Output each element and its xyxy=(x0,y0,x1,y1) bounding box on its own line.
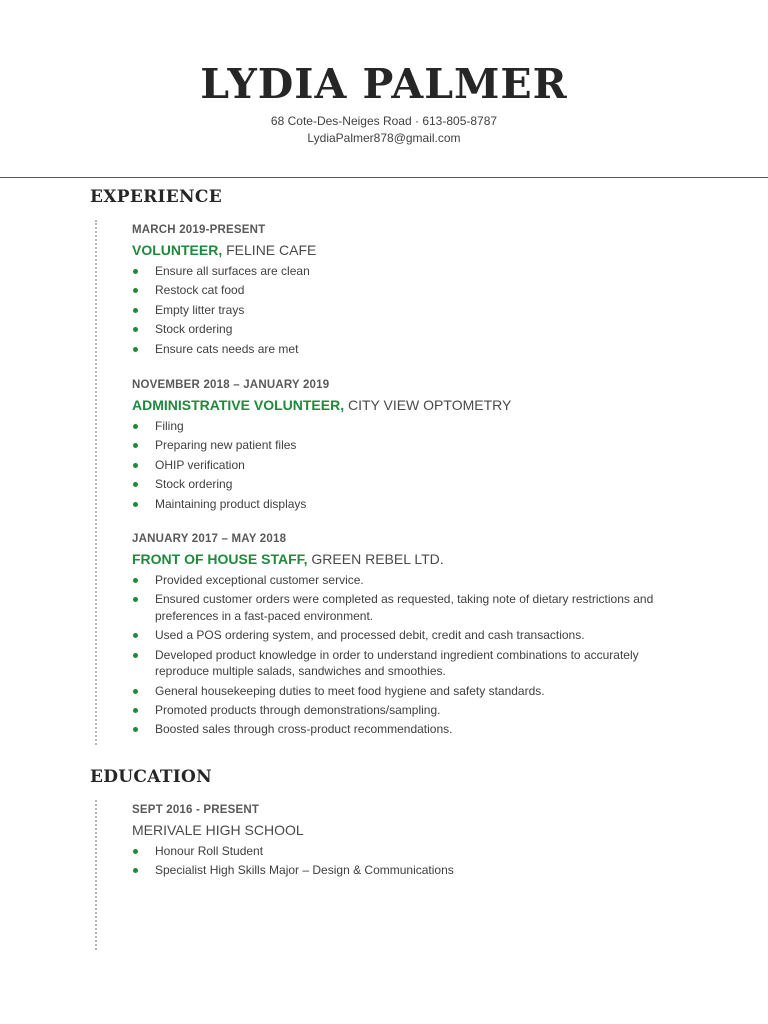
duty-item: Ensured customer orders were completed as requested, taking note of dietary restrictions and preferences in a fast-paced environment. xyxy=(132,591,692,624)
duty-item: OHIP verification xyxy=(132,457,692,474)
education-timeline xyxy=(95,800,97,950)
job-entry xyxy=(132,377,692,515)
education-dates: SEPT 2016 - PRESENT xyxy=(132,804,260,816)
job-duties xyxy=(132,418,692,512)
header-divider xyxy=(0,177,768,178)
education-achievements xyxy=(132,843,692,879)
school-name xyxy=(132,819,692,841)
duty-item: Developed product knowledge in order to understand ingredient combinations to accurately reproduce multiple salads, sandwiches and smoothies. xyxy=(132,647,692,680)
experience-heading: EXPERIENCE xyxy=(90,187,222,207)
contact-email: LydiaPalmer878@gmail.com xyxy=(307,131,461,145)
duty-item: Ensure all surfaces are clean xyxy=(132,263,692,280)
education-entry xyxy=(132,802,692,882)
education-heading: EDUCATION xyxy=(90,767,212,787)
job-dates: MARCH 2019-PRESENT xyxy=(132,224,266,236)
school-title: MERIVALE HIGH SCHOOL xyxy=(132,822,304,838)
duty-item: Empty litter trays xyxy=(132,302,692,319)
job-role xyxy=(132,548,692,570)
job-entry xyxy=(132,222,692,360)
job-entry xyxy=(132,531,692,741)
duty-item: Promoted products through demonstrations/sampling. xyxy=(132,702,692,719)
job-organization: FELINE CAFE xyxy=(222,242,317,258)
duty-item: Stock ordering xyxy=(132,476,692,493)
duty-item: Stock ordering xyxy=(132,321,692,338)
job-organization: CITY VIEW OPTOMETRY xyxy=(344,397,512,413)
job-organization: GREEN REBEL LTD. xyxy=(307,551,444,567)
achievement-item: Specialist High Skills Major – Design & Communications xyxy=(132,862,692,879)
duty-item: Restock cat food xyxy=(132,282,692,299)
contact-address-phone: 68 Cote-Des-Neiges Road · 613-805-8787 xyxy=(270,114,498,128)
experience-timeline xyxy=(95,220,97,745)
duty-item: Provided exceptional customer service. xyxy=(132,572,692,589)
job-role xyxy=(132,239,692,261)
job-dates: NOVEMBER 2018 – JANUARY 2019 xyxy=(132,379,330,391)
job-duties xyxy=(132,572,692,738)
duty-item: Preparing new patient files xyxy=(132,437,692,454)
duty-item: Filing xyxy=(132,418,692,435)
job-dates: JANUARY 2017 – MAY 2018 xyxy=(132,533,287,545)
job-title: FRONT OF HOUSE STAFF, xyxy=(132,551,308,567)
duty-item: General housekeeping duties to meet food hygiene and safety standards. xyxy=(132,683,692,700)
achievement-item: Honour Roll Student xyxy=(132,843,692,860)
job-title: VOLUNTEER, xyxy=(132,242,223,258)
job-title: ADMINISTRATIVE VOLUNTEER, xyxy=(132,397,345,413)
job-role xyxy=(132,394,692,416)
duty-item: Maintaining product displays xyxy=(132,496,692,513)
applicant-name: LYDIA PALMER xyxy=(200,60,568,108)
job-duties xyxy=(132,263,692,357)
duty-item: Boosted sales through cross-product recommendations. xyxy=(132,721,692,738)
duty-item: Used a POS ordering system, and processed debit, credit and cash transactions. xyxy=(132,627,692,644)
duty-item: Ensure cats needs are met xyxy=(132,341,692,358)
